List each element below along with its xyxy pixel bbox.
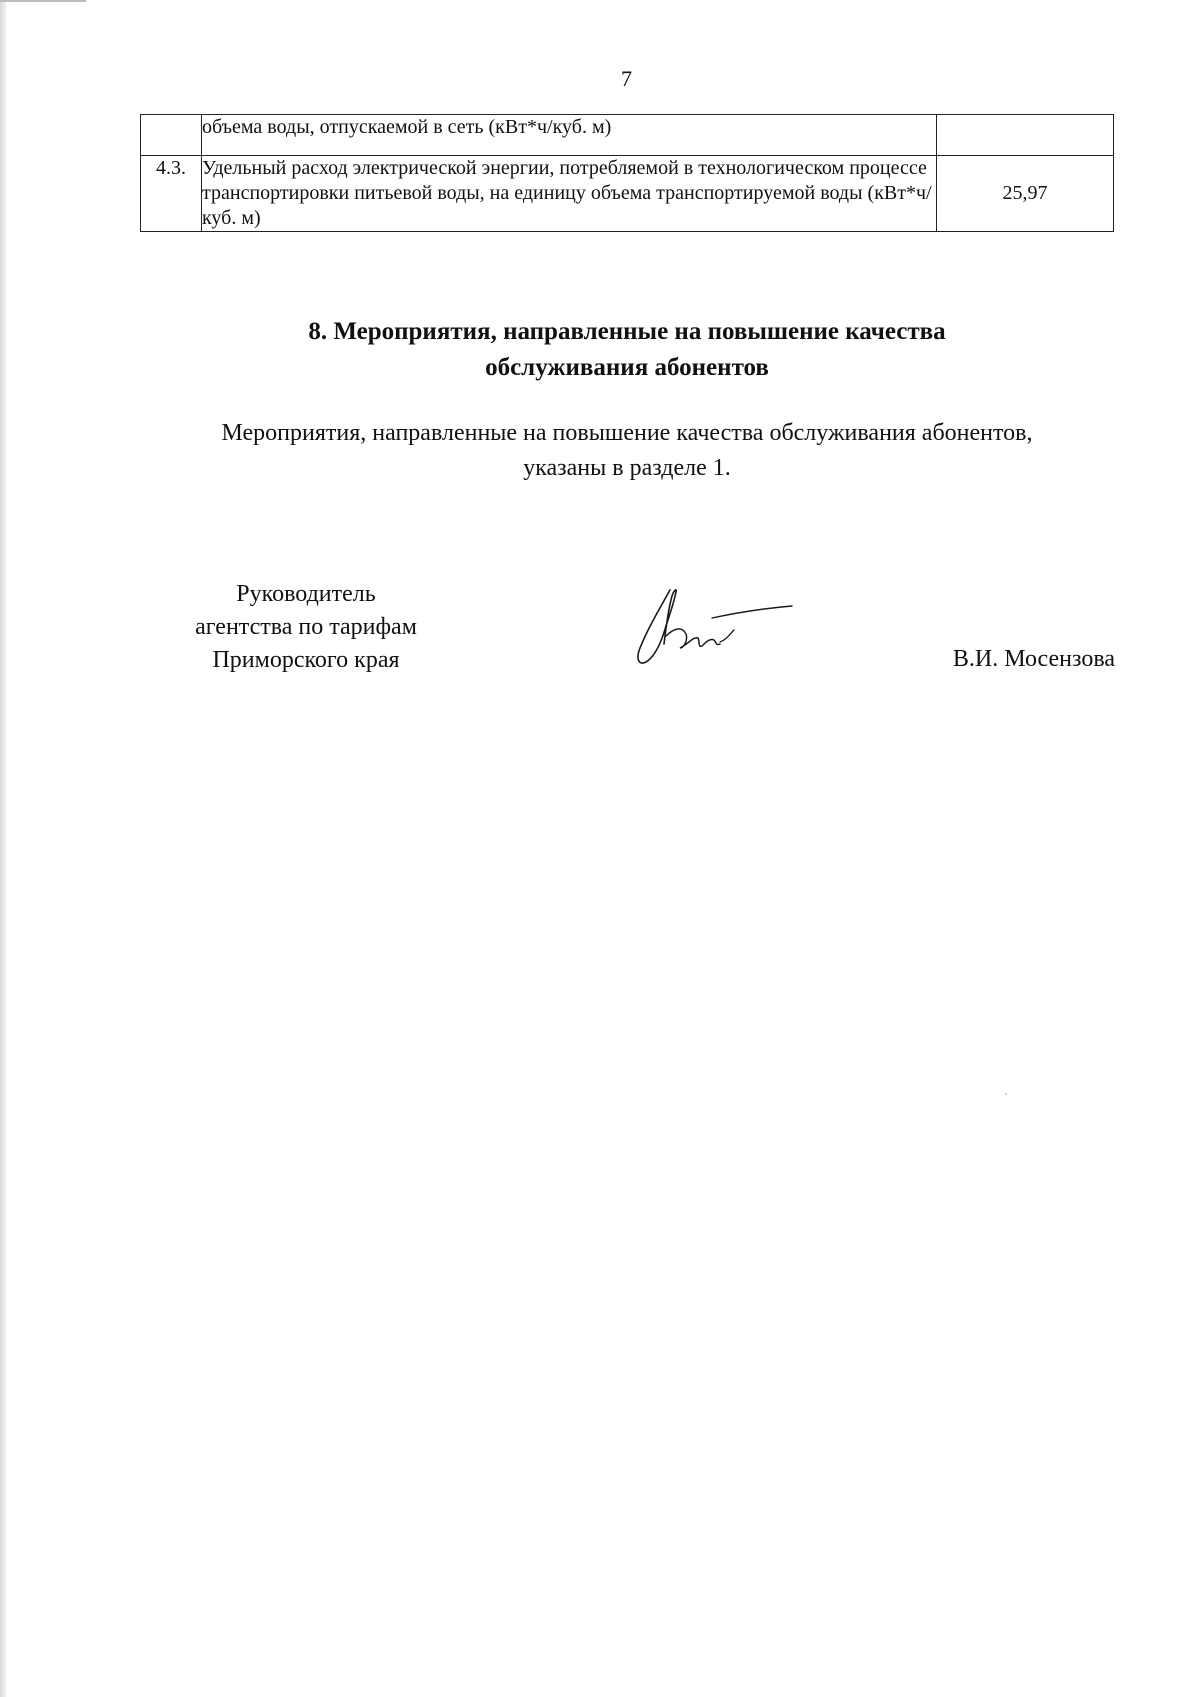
row-description-cell: Удельный расход электрической энергии, потребляемой в технологическом процессе транспортировки питьевой воды, на единицу объема транспортируемой воды (кВт*ч/куб. м) [202,156,937,232]
scan-edge [0,0,6,1697]
row-value-cell [937,115,1114,156]
page-number: 7 [621,66,632,91]
indicators-table [140,114,1114,232]
scan-speck [1005,1093,1007,1095]
row-number-cell: 4.3. [141,156,202,232]
row-number-cell [141,115,202,156]
row-value-cell: 25,97 [937,156,1114,232]
signer-title-line: Приморского края [212,647,400,673]
section-heading-line: 8. Мероприятия, направленные на повышение качества [308,318,946,345]
section-body-line: Мероприятия, направленные на повышение качества обслуживания абонентов, [221,420,1033,446]
signer-title-line: агентства по тарифам [195,614,417,640]
section-heading-line: обслуживания абонентов [485,354,769,381]
scan-mark [0,0,86,2]
signer-title [140,578,472,677]
handwritten-signature [630,578,800,678]
table-row [141,156,1114,232]
section-body-line: указаны в разделе 1. [523,455,731,481]
section-heading [140,314,1114,386]
section-body [140,416,1114,486]
signer-title-line: Руководитель [236,581,376,607]
table-row [141,115,1114,156]
signer-name: В.И. Мосензова [952,646,1115,672]
row-description-cell: объема воды, отпускаемой в сеть (кВт*ч/куб. м) [202,115,937,156]
